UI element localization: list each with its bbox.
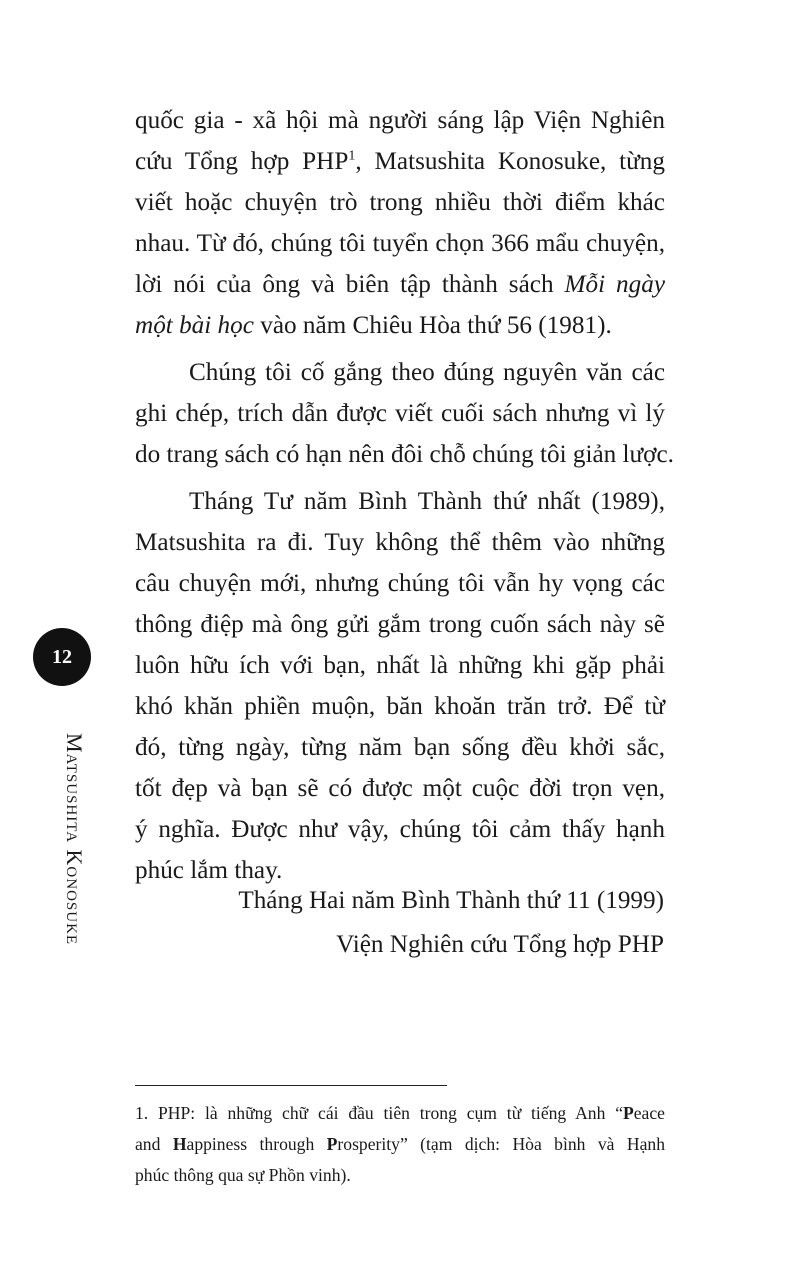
footnote-line [135, 1129, 665, 1160]
paragraph-2 [135, 352, 674, 475]
text-line [135, 305, 665, 346]
text-line: quốc gia - xã hội mà người sáng lập Viện Nghiên [135, 107, 665, 134]
page-number: 12 [33, 628, 91, 686]
text-fragment: eace [633, 1103, 665, 1123]
text-line: phúc lắm thay. [135, 857, 283, 884]
text-line: Chúng tôi cố gắng theo đúng nguyên văn các [189, 359, 665, 386]
text-fragment: and [135, 1134, 173, 1154]
book-title: một bài học [135, 312, 254, 339]
text-fragment: , Matsushita Konosuke, từng [355, 148, 665, 175]
text-line: thông điệp mà ông gửi gắm trong cuốn sách này sẽ [135, 611, 665, 638]
bold-initial: H [172, 1134, 187, 1154]
text-line [135, 264, 665, 305]
text-line: Matsushita ra đi. Tuy không thể thêm vào những [135, 529, 665, 556]
text-fragment: rosperity” (tạm dịch: Hòa bình và Hạnh [337, 1134, 665, 1154]
paragraph-1 [135, 100, 665, 346]
text-line: viết hoặc chuyện trò trong nhiều thời điểm khác [135, 189, 665, 216]
running-head-author: Matsushita Konosuke [62, 733, 87, 946]
text-line [135, 141, 665, 182]
book-title: Mỗi ngày [564, 271, 665, 298]
text-fragment: appiness through [186, 1134, 327, 1154]
text-fragment: vào năm Chiêu Hòa thứ 56 (1981). [253, 312, 612, 339]
main-text [135, 100, 674, 891]
text-line: nhau. Từ đó, chúng tôi tuyển chọn 366 mẩu chuyện, [135, 230, 665, 257]
paragraph-3 [135, 481, 665, 891]
footnote-marker[interactable]: 1 [348, 148, 356, 164]
text-fragment: 1. PHP: là những chữ cái đầu tiên trong cụm từ tiếng Anh “ [135, 1103, 623, 1123]
footnote-line [135, 1098, 665, 1129]
text-line: tốt đẹp và bạn sẽ có được một cuộc đời trọn vẹn, [135, 775, 665, 802]
text-line: ghi chép, trích dẫn được viết cuối sách nhưng vì lý [135, 400, 665, 427]
footnote-line: phúc thông qua sự Phồn vinh). [135, 1165, 351, 1185]
text-line: đó, từng ngày, từng năm bạn sống đều khởi sắc, [135, 734, 665, 761]
signature-date: Tháng Hai năm Bình Thành thứ 11 (1999) [238, 887, 664, 914]
bold-initial: P [623, 1103, 634, 1123]
signature-organization: Viện Nghiên cứu Tổng hợp PHP [336, 931, 664, 958]
text-fragment: cứu Tổng hợp PHP [135, 148, 349, 175]
text-line: câu chuyện mới, nhưng chúng tôi vẫn hy vọng các [135, 570, 665, 597]
text-line: ý nghĩa. Được như vậy, chúng tôi cảm thấy hạnh [135, 816, 665, 843]
text-line: Tháng Tư năm Bình Thành thứ nhất (1989), [189, 488, 665, 515]
bold-initial: P [326, 1134, 338, 1154]
footnote-divider [135, 1085, 447, 1086]
text-line: do trang sách có hạn nên đôi chỗ chúng tôi giản lược. [135, 441, 674, 468]
footnote [135, 1098, 665, 1191]
text-line: khó khăn phiền muộn, băn khoăn trăn trở. Để từ [135, 693, 665, 720]
text-line: luôn hữu ích với bạn, nhất là những khi gặp phải [135, 652, 665, 679]
text-fragment: lời nói của ông và biên tập thành sách [135, 271, 565, 298]
